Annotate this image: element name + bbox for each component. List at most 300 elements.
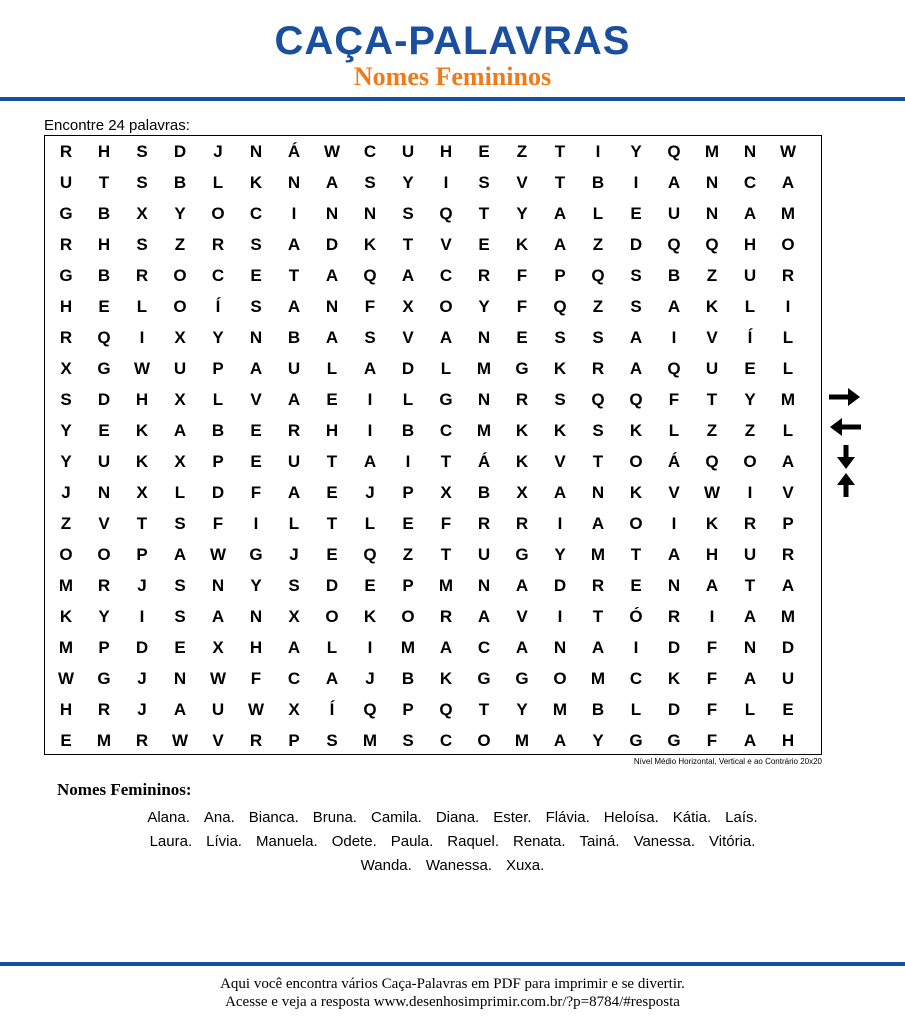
grid-letter: L — [592, 204, 604, 223]
word-list-item: Manuela. — [255, 833, 318, 850]
grid-letter: D — [97, 390, 111, 409]
grid-letter: J — [61, 483, 71, 502]
grid-letter: M — [58, 638, 74, 657]
grid-letter: Q — [591, 390, 605, 409]
grid-letter: R — [781, 266, 795, 285]
grid-letter: O — [97, 545, 111, 564]
grid-letter: A — [667, 297, 681, 316]
grid-letter: Í — [329, 700, 335, 719]
grid-letter: I — [747, 483, 753, 502]
grid-letter: E — [516, 328, 528, 347]
grid-letter: R — [515, 514, 529, 533]
footer-line-2: Acesse e veja a resposta www.desenhosimprimir.com.br/?p=8784/#resposta — [225, 994, 680, 1010]
grid-letter: D — [401, 359, 415, 378]
grid-letter: T — [440, 452, 452, 471]
grid-letter: C — [439, 731, 453, 750]
grid-letter: B — [401, 421, 415, 440]
grid-letter: B — [97, 204, 111, 223]
grid-letter: H — [781, 731, 795, 750]
grid-letter: A — [363, 359, 377, 378]
grid-letter: G — [59, 204, 73, 223]
word-list-item: Tainá. — [579, 833, 620, 850]
word-list — [60, 806, 845, 878]
grid-letter: S — [402, 731, 414, 750]
grid-letter: E — [364, 576, 376, 595]
grid-letter: R — [211, 235, 225, 254]
grid-letter: P — [402, 700, 414, 719]
grid-letter: L — [136, 297, 148, 316]
grid-letter: N — [667, 576, 681, 595]
grid-row — [45, 384, 821, 415]
grid-letter: K — [553, 359, 567, 378]
grid-row — [45, 322, 821, 353]
grid-letter: Á — [477, 452, 491, 471]
grid-letter: E — [60, 731, 72, 750]
grid-letter: K — [705, 514, 719, 533]
grid-letter: Q — [591, 266, 605, 285]
grid-letter: N — [249, 328, 263, 347]
grid-letter: M — [58, 576, 74, 595]
grid-letter: X — [516, 483, 528, 502]
grid-letter: B — [173, 173, 187, 192]
grid-letter: N — [249, 142, 263, 161]
grid-letter: S — [250, 297, 262, 316]
grid-letter: I — [633, 638, 639, 657]
grid-letter: A — [249, 359, 263, 378]
grid-letter: D — [553, 576, 567, 595]
grid-letter: R — [97, 576, 111, 595]
grid-letter: S — [250, 235, 262, 254]
grid-letter: M — [780, 204, 796, 223]
word-search-grid — [44, 135, 822, 755]
grid-letter: A — [173, 700, 187, 719]
grid-letter: A — [781, 452, 795, 471]
grid-letter: T — [592, 607, 604, 626]
grid-letter: Q — [363, 266, 377, 285]
grid-letter: B — [477, 483, 491, 502]
word-list-item: Bruna. — [312, 809, 357, 826]
grid-letter: M — [476, 359, 492, 378]
grid-letter: W — [57, 669, 75, 688]
grid-letter: Y — [592, 731, 604, 750]
grid-letter: U — [59, 173, 73, 192]
grid-letter: Á — [667, 452, 681, 471]
word-list-item: Raquel. — [447, 833, 499, 850]
grid-letter: H — [135, 390, 149, 409]
grid-letter: R — [781, 545, 795, 564]
grid-letter: A — [287, 235, 301, 254]
grid-letter: L — [782, 359, 794, 378]
grid-letter: E — [250, 266, 262, 285]
grid-letter: A — [287, 390, 301, 409]
grid-letter: Á — [287, 142, 301, 161]
grid-letter: J — [365, 483, 375, 502]
grid-letter: G — [515, 545, 529, 564]
grid-letter: I — [671, 514, 677, 533]
grid-letter: K — [249, 173, 263, 192]
grid-letter: R — [477, 514, 491, 533]
grid-letter: A — [325, 328, 339, 347]
grid-letter: X — [402, 297, 414, 316]
grid-letter: N — [173, 669, 187, 688]
grid-letter: W — [209, 545, 227, 564]
grid-letter: A — [743, 607, 757, 626]
grid-letter: K — [705, 297, 719, 316]
grid-letter: Y — [554, 545, 566, 564]
grid-letter: L — [326, 638, 338, 657]
grid-letter: F — [706, 700, 718, 719]
word-list-item: Lívia. — [206, 833, 242, 850]
grid-letter: K — [363, 607, 377, 626]
grid-letter: T — [326, 452, 338, 471]
grid-letter: L — [212, 173, 224, 192]
grid-letter: F — [706, 669, 718, 688]
grid-letter: N — [591, 483, 605, 502]
grid-letter: Q — [705, 452, 719, 471]
grid-row — [45, 663, 821, 694]
grid-letter: S — [592, 328, 604, 347]
grid-letter: T — [744, 576, 756, 595]
grid-letter: C — [439, 421, 453, 440]
grid-letter: U — [173, 359, 187, 378]
grid-letter: G — [667, 731, 681, 750]
grid-letter: C — [363, 142, 377, 161]
grid-letter: Q — [629, 390, 643, 409]
grid-letter: S — [136, 173, 148, 192]
word-list-title: Nomes Femininos: — [57, 780, 192, 799]
grid-letter: R — [97, 700, 111, 719]
grid-letter: D — [667, 700, 681, 719]
arrow-down-icon — [835, 444, 857, 470]
word-list-item: Wanda. — [360, 857, 412, 874]
grid-letter: L — [668, 421, 680, 440]
grid-letter: T — [288, 266, 300, 285]
grid-letter: D — [173, 142, 187, 161]
grid-letter: A — [173, 545, 187, 564]
grid-letter: N — [249, 607, 263, 626]
grid-letter: L — [288, 514, 300, 533]
grid-letter: S — [402, 204, 414, 223]
grid-letter: K — [515, 421, 529, 440]
grid-letter: K — [667, 669, 681, 688]
grid-letter: X — [174, 328, 186, 347]
grid-row — [45, 601, 821, 632]
grid-letter: I — [367, 421, 373, 440]
grid-letter: R — [135, 266, 149, 285]
grid-letter: K — [629, 421, 643, 440]
grid-letter: I — [671, 328, 677, 347]
grid-letter: A — [325, 669, 339, 688]
grid-letter: U — [287, 452, 301, 471]
instruction-text: Encontre 24 palavras: — [44, 117, 190, 134]
grid-letter: K — [135, 452, 149, 471]
grid-letter: J — [137, 700, 147, 719]
grid-letter: F — [516, 297, 528, 316]
grid-letter: M — [362, 731, 378, 750]
grid-letter: H — [325, 421, 339, 440]
grid-letter: F — [668, 390, 680, 409]
grid-letter: A — [515, 576, 529, 595]
grid-letter: F — [212, 514, 224, 533]
grid-letter: A — [667, 545, 681, 564]
grid-letter: F — [706, 638, 718, 657]
grid-letter: A — [553, 731, 567, 750]
grid-letter: Z — [706, 266, 718, 285]
grid-letter: R — [249, 731, 263, 750]
grid-letter: R — [477, 266, 491, 285]
grid-letter: E — [782, 700, 794, 719]
grid-letter: K — [515, 235, 529, 254]
grid-row — [45, 167, 821, 198]
grid-letter: B — [401, 669, 415, 688]
grid-letter: Q — [363, 545, 377, 564]
grid-letter: O — [439, 297, 453, 316]
grid-row — [45, 229, 821, 260]
word-list-item: Wanessa. — [425, 857, 492, 874]
grid-letter: Y — [60, 452, 72, 471]
grid-letter: X — [60, 359, 72, 378]
footer-line-1: Aqui você encontra vários Caça-Palavras em PDF para imprimir e se divertir. — [220, 976, 685, 992]
grid-letter: E — [326, 390, 338, 409]
grid-row — [45, 725, 821, 756]
grid-letter: E — [98, 421, 110, 440]
grid-letter: P — [554, 266, 566, 285]
grid-letter: H — [439, 142, 453, 161]
grid-letter: L — [440, 359, 452, 378]
grid-letter: T — [554, 173, 566, 192]
grid-letter: V — [668, 483, 680, 502]
grid-row — [45, 260, 821, 291]
grid-row — [45, 570, 821, 601]
grid-letter: Y — [516, 700, 528, 719]
grid-letter: A — [553, 483, 567, 502]
grid-letter: W — [209, 669, 227, 688]
grid-letter: V — [440, 235, 452, 254]
grid-letter: V — [402, 328, 414, 347]
grid-letter: T — [98, 173, 110, 192]
grid-letter: P — [782, 514, 794, 533]
grid-letter: M — [96, 731, 112, 750]
grid-letter: D — [135, 638, 149, 657]
grid-letter: W — [247, 700, 265, 719]
grid-letter: F — [440, 514, 452, 533]
page-subtitle: Nomes Femininos — [353, 62, 552, 91]
grid-letter: F — [364, 297, 376, 316]
footer — [0, 975, 905, 1011]
grid-letter: G — [97, 669, 111, 688]
grid-letter: O — [59, 545, 73, 564]
grid-letter: E — [250, 421, 262, 440]
grid-letter: O — [401, 607, 415, 626]
arrow-up-icon — [835, 472, 857, 498]
grid-letter: V — [554, 452, 566, 471]
grid-letter: X — [440, 483, 452, 502]
grid-letter: W — [779, 142, 797, 161]
grid-letter: N — [477, 328, 491, 347]
grid-letter: M — [400, 638, 416, 657]
grid-letter: Q — [667, 235, 681, 254]
grid-letter: J — [137, 576, 147, 595]
grid-letter: B — [667, 266, 681, 285]
grid-letter: U — [401, 142, 415, 161]
grid-letter: M — [780, 607, 796, 626]
word-list-item: Renata. — [512, 833, 566, 850]
grid-letter: Y — [250, 576, 262, 595]
grid-letter: K — [553, 421, 567, 440]
grid-letter: I — [595, 142, 601, 161]
grid-letter: A — [667, 173, 681, 192]
grid-letter: H — [59, 297, 73, 316]
grid-letter: J — [365, 669, 375, 688]
grid-letter: A — [743, 731, 757, 750]
grid-row — [45, 136, 821, 167]
grid-letter: S — [364, 328, 376, 347]
grid-letter: Z — [744, 421, 756, 440]
grid-letter: M — [552, 700, 568, 719]
grid-letter: X — [174, 390, 186, 409]
grid-letter: Y — [630, 142, 642, 161]
grid-letter: R — [591, 576, 605, 595]
grid-letter: H — [743, 235, 757, 254]
grid-letter: A — [325, 266, 339, 285]
word-list-item: Flávia. — [545, 809, 590, 826]
grid-letter: L — [326, 359, 338, 378]
grid-letter: I — [557, 514, 563, 533]
grid-letter: A — [743, 204, 757, 223]
grid-row — [45, 539, 821, 570]
grid-letter: O — [211, 204, 225, 223]
grid-letter: D — [781, 638, 795, 657]
grid-letter: Z — [706, 421, 718, 440]
grid-letter: Y — [174, 204, 186, 223]
grid-letter: N — [477, 390, 491, 409]
grid-letter: A — [591, 638, 605, 657]
grid-letter: A — [781, 576, 795, 595]
grid-row — [45, 415, 821, 446]
grid-letter: Z — [516, 142, 528, 161]
grid-letter: Í — [747, 328, 753, 347]
grid-letter: E — [630, 204, 642, 223]
grid-letter: B — [97, 266, 111, 285]
grid-letter: J — [213, 142, 223, 161]
grid-letter: A — [287, 638, 301, 657]
grid-letter: S — [136, 142, 148, 161]
grid-row — [45, 477, 821, 508]
grid-letter: P — [402, 483, 414, 502]
grid-letter: G — [477, 669, 491, 688]
grid-letter: V — [98, 514, 110, 533]
grid-letter: S — [174, 576, 186, 595]
grid-letter: T — [326, 514, 338, 533]
grid-letter: R — [439, 607, 453, 626]
grid-letter: N — [477, 576, 491, 595]
grid-letter: S — [478, 173, 490, 192]
grid-letter: A — [439, 638, 453, 657]
grid-letter: N — [97, 483, 111, 502]
grid-letter: A — [439, 328, 453, 347]
grid-letter: Q — [553, 297, 567, 316]
grid-letter: A — [629, 359, 643, 378]
grid-row — [45, 353, 821, 384]
grid-letter: U — [781, 669, 795, 688]
grid-letter: Z — [174, 235, 186, 254]
grid-letter: C — [287, 669, 301, 688]
grid-letter: F — [706, 731, 718, 750]
grid-letter: E — [326, 483, 338, 502]
grid-letter: S — [364, 173, 376, 192]
grid-letter: A — [363, 452, 377, 471]
grid-letter: D — [211, 483, 225, 502]
grid-letter: G — [515, 359, 529, 378]
grid-letter: R — [591, 359, 605, 378]
word-list-item: Camila. — [370, 809, 422, 826]
top-divider — [0, 97, 905, 101]
grid-letter: L — [364, 514, 376, 533]
grid-letter: U — [211, 700, 225, 719]
grid-letter: I — [367, 638, 373, 657]
grid-letter: U — [97, 452, 111, 471]
grid-letter: I — [709, 607, 715, 626]
grid-letter: M — [514, 731, 530, 750]
grid-letter: K — [59, 607, 73, 626]
grid-letter: D — [325, 235, 339, 254]
grid-letter: F — [250, 483, 262, 502]
grid-letter: E — [98, 297, 110, 316]
grid-letter: V — [212, 731, 224, 750]
grid-letter: D — [325, 576, 339, 595]
grid-letter: I — [633, 173, 639, 192]
grid-letter: C — [629, 669, 643, 688]
grid-letter: G — [515, 669, 529, 688]
grid-letter: T — [440, 545, 452, 564]
grid-letter: A — [591, 514, 605, 533]
grid-letter: M — [590, 545, 606, 564]
grid-letter: Z — [402, 545, 414, 564]
grid-letter: H — [705, 545, 719, 564]
word-list-item: Kátia. — [672, 809, 712, 826]
word-list-item: Bianca. — [248, 809, 299, 826]
grid-letter: O — [629, 514, 643, 533]
grid-letter: U — [477, 545, 491, 564]
grid-letter: S — [60, 390, 72, 409]
grid-letter: Y — [478, 297, 490, 316]
grid-letter: B — [591, 173, 605, 192]
grid-letter: W — [703, 483, 721, 502]
grid-letter: Q — [363, 700, 377, 719]
grid-letter: W — [171, 731, 189, 750]
grid-letter: K — [515, 452, 529, 471]
grid-letter: W — [323, 142, 341, 161]
grid-letter: A — [515, 638, 529, 657]
grid-letter: P — [212, 359, 224, 378]
grid-letter: S — [174, 514, 186, 533]
grid-letter: P — [98, 638, 110, 657]
grid-letter: T — [554, 142, 566, 161]
word-list-item: Alana. — [147, 809, 190, 826]
word-list-item: Vanessa. — [633, 833, 695, 850]
grid-letter: M — [780, 390, 796, 409]
grid-letter: J — [137, 669, 147, 688]
arrow-left-icon — [828, 416, 862, 438]
bottom-divider — [0, 962, 905, 966]
grid-letter: S — [136, 235, 148, 254]
grid-letter: Q — [667, 142, 681, 161]
grid-letter: H — [97, 235, 111, 254]
grid-letter: D — [629, 235, 643, 254]
word-list-item: Laís. — [725, 809, 758, 826]
page-title: CAÇA-PALAVRAS — [274, 19, 631, 63]
grid-letter: Z — [592, 297, 604, 316]
